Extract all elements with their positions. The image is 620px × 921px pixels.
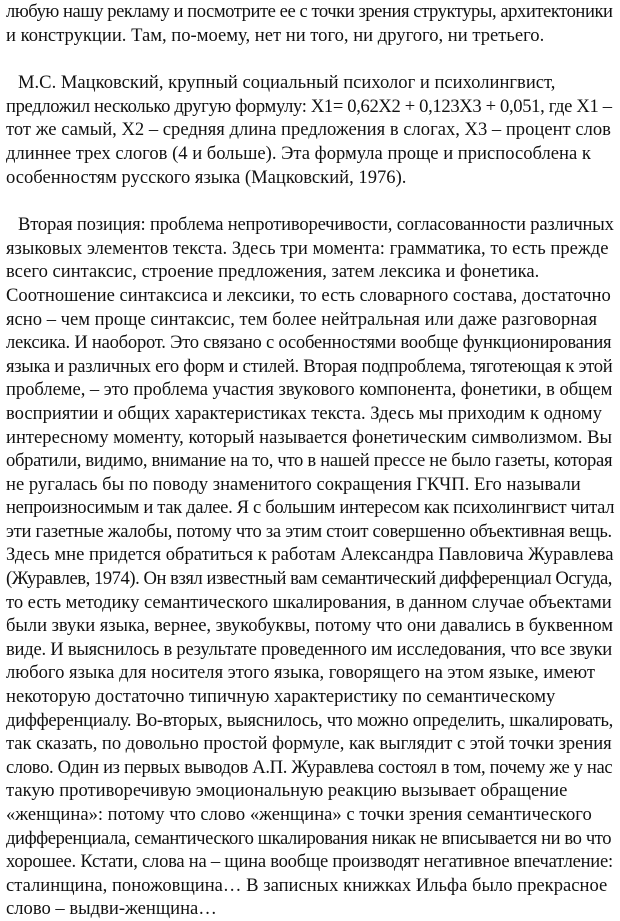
- text-line: (Журавлев, 1974). Он взял известный вам семантический дифференциал Осгуда,: [6, 568, 612, 590]
- text-line: восприятии и общих характеристиках текста. Здесь мы приходим к одному: [6, 402, 602, 424]
- paragraph-spacer: [6, 47, 614, 71]
- text-line: М.С. Мацковский, крупный социальный психолог и психолингвист,: [18, 72, 556, 94]
- text-line: слово. Один из первых выводов А.П. Журавлева состоял в том, почему же у нас: [6, 756, 613, 778]
- text-line: слово – выдви-женщина…: [6, 898, 217, 920]
- text-line: лексика. И наоборот. Это связано с особенностями вообще функционирования: [6, 332, 612, 354]
- document-page: [6, 0, 614, 921]
- text-line: и конструкции. Там, по-моему, нет ни того, ни другого, ни третьего.: [6, 24, 545, 46]
- text-line: языка и различных его форм и стилей. Вторая подпроблема, тяготеющая к этой: [6, 355, 613, 377]
- text-line: обратили, видимо, внимание на то, что в нашей прессе не было газеты, которая: [6, 450, 613, 472]
- paragraph-3: [6, 213, 614, 921]
- text-line: любую нашу рекламу и посмотрите ее с точки зрения структуры, архитектоники: [6, 1, 613, 22]
- text-line: некоторую достаточно типичную характеристику по семантическому: [6, 686, 556, 708]
- text-line: то есть методику семантического шкалирования, в данном случае объектами: [6, 591, 612, 613]
- text-line: дифференциалу. Во-вторых, выяснилось, что можно определить, шкалировать,: [6, 709, 614, 731]
- text-line: языковых элементов текста. Здесь три момента: грамматика, то есть прежде: [6, 237, 609, 259]
- text-line: интересному моменту, который называется фонетическим символизмом. Вы: [6, 426, 613, 448]
- text-line: Здесь мне придется обратиться к работам Александра Павловича Журавлева: [6, 544, 614, 566]
- text-line: длиннее трех слогов (4 и больше). Эта формула проще и приспособлена к: [6, 142, 591, 164]
- text-line: сталинщина, поножовщина… В записных книжках Ильфа было прекрасное: [6, 874, 608, 896]
- text-line: виде. И выяснилось в результате проведенного им исследования, что все звуки: [6, 638, 612, 660]
- text-line: так сказать, по довольно простой формуле, как выглядит с этой точки зрения: [6, 733, 612, 755]
- text-line: непроизносимым и так далее. Я с большим интересом как психолингвист читал: [6, 497, 615, 519]
- text-line: дифференциала, семантического шкалирования никак не вписывается ни во что: [6, 827, 612, 849]
- text-line: эти газетные жалобы, потому что за этим стоит совершенно объективная вещь.: [6, 520, 612, 542]
- text-line: предложил несколько другую формулу: X1= 0,62X2 + 0,123X3 + 0,051, где X1 –: [6, 95, 612, 117]
- text-line: Вторая позиция: проблема непротиворечивости, согласованности различных: [18, 214, 614, 236]
- text-line: такую противоречивую эмоциональную реакцию вызывает обращение: [6, 780, 568, 802]
- text-line: особенностям русского языка (Мацковский, 1976).: [6, 166, 407, 188]
- text-line: любого языка для носителя этого языка, говорящего на этом языке, имеют: [6, 662, 596, 684]
- text-line: всего синтаксис, строение предложения, затем лексика и фонетика.: [6, 261, 540, 283]
- text-line: ясно – чем проще синтаксис, тем более нейтральная или даже разговорная: [6, 308, 598, 330]
- text-line: хорошее. Кстати, слова на – щина вообще производят негативное впечатление:: [6, 851, 613, 873]
- paragraph-spacer: [6, 189, 614, 213]
- paragraph-1: [6, 0, 614, 47]
- text-line: не ругалась бы по поводу знаменитого сокращения ГКЧП. Его называли: [6, 473, 581, 495]
- text-line: Соотношение синтаксиса и лексики, то есть словарного состава, достаточно: [6, 284, 611, 306]
- text-line: «женщина»: потому что слово «женщина» с точки зрения семантического: [6, 804, 592, 825]
- paragraph-2: [6, 71, 614, 189]
- text-line: тот же самый, X2 – средняя длина предложения в слогах, X3 – процент слов: [6, 119, 611, 141]
- text-line: проблеме, – это проблема участия звукового компонента, фонетики, в общем: [6, 379, 613, 401]
- text-line: были звуки языка, вернее, звукобуквы, потому что они давались в буквенном: [6, 615, 613, 637]
